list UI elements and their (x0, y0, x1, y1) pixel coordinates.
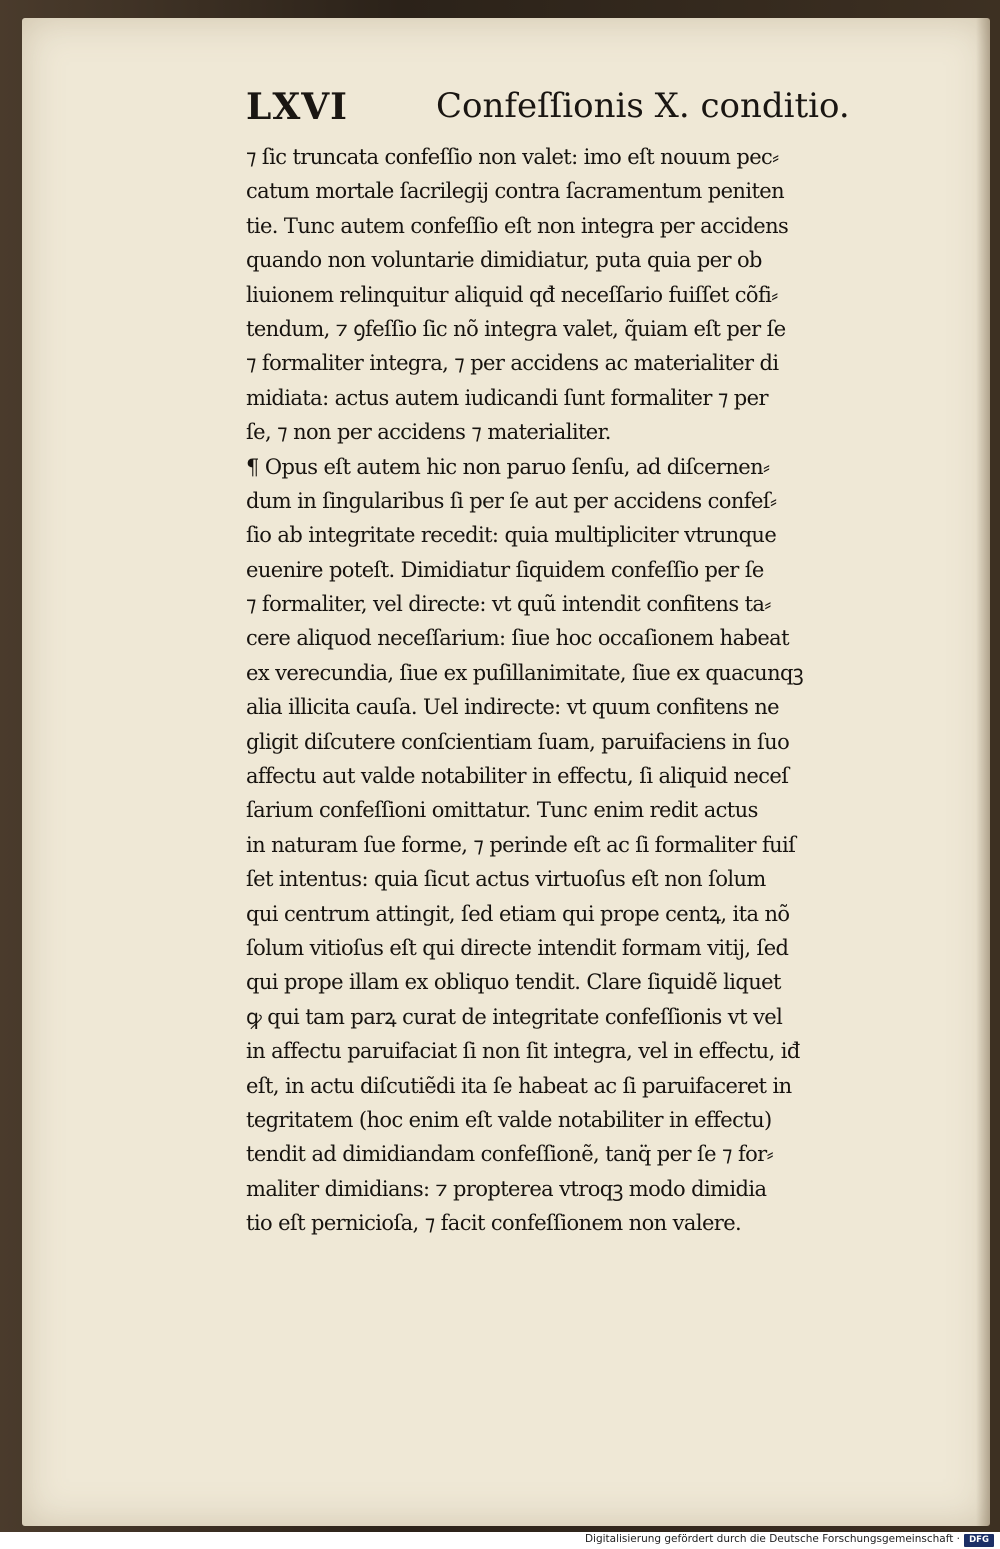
text-line: qui prope illam ex obliquo tendit. Clare ſiquidẽ liquet (246, 970, 781, 995)
text-line: tendit ad dimidiandam confeſſionẽ, tanq̈ per ſe ⁊ for⸗ (246, 1142, 774, 1167)
text-line: ꝙ qui tam parꝝ curat de integritate confeſſionis vt vel (246, 1004, 783, 1029)
text-line: tie. Tunc autem confeſſio eſt non integra per accidens (246, 213, 789, 238)
text-line: quando non voluntarie dimidiatur, puta quia per ob (246, 248, 762, 273)
text-line: in affectu paruifaciat ſi non ſit integra, vel in effectu, iđ (246, 1039, 800, 1064)
footer-bar (0, 1532, 1000, 1549)
text-line: ¶ Opus eſt autem hic non paruo ſenſu, ad diſcernen⸗ (246, 454, 770, 479)
text-line: ex verecundia, ſiue ex puſillanimitate, ſiue ex quacunqꝫ (246, 660, 804, 685)
text-line: catum mortale ſacrilegij contra ſacramentum peniten (246, 179, 785, 204)
text-line: ſarium confeſſioni omittatur. Tunc enim redit actus (246, 798, 758, 823)
text-line: liuionem relinquitur aliquid qđ neceſſario fuiſſet cõfi⸗ (246, 282, 778, 307)
text-line: alia illicita cauſa. Uel indirecte: vt quum confitens ne (246, 695, 780, 720)
text-line: eſt, in actu diſcutiẽdi ita ſe habeat ac ſi paruifaceret in (246, 1073, 792, 1098)
text-line: euenire poteſt. Dimidiatur ſiquidem confeſſio per ſe (246, 557, 764, 582)
text-line: ſe, ⁊ non per accidens ⁊ materialiter. (246, 420, 611, 445)
folio-number: LXVI (246, 86, 349, 128)
text-line: tendum, ⁊ ꝯfeſſio ſic nõ integra valet, q̃uiam eſt per ſe (246, 316, 786, 341)
text-line: affectu aut valde notabiliter in effectu, ſi aliquid neceſ (246, 764, 789, 789)
text-line: qui centrum attingit, ſed etiam qui prope centꝝ, ita nõ (246, 901, 790, 926)
footer-credit: Digitalisierung gefördert durch die Deutsche Forschungsgemeinschaft · (584, 1533, 960, 1545)
text-line: tegritatem (hoc enim eſt valde notabiliter in effectu) (246, 1107, 772, 1132)
dfg-logo: DFG (964, 1534, 994, 1547)
text-line: midiata: actus autem iudicandi ſunt formaliter ⁊ per (246, 385, 768, 410)
text-line: maliter dimidians: ⁊ propterea vtroqꝫ modo dimidia (246, 1176, 767, 1201)
text-line: ſio ab integritate recedit: quia multipliciter vtrunque (246, 523, 777, 548)
text-line: tio eſt pernicioſa, ⁊ facit confeſſionem non valere. (246, 1211, 742, 1236)
text-line: ⁊ formaliter, vel directe: vt quũ intendit confitens ta⸗ (246, 592, 771, 617)
text-line: cere aliquod neceſſarium: ſiue hoc occaſionem habeat (246, 626, 789, 651)
text-block (246, 140, 958, 1241)
text-line: ſolum vitioſus eſt qui directe intendit formam vitij, ſed (246, 935, 789, 960)
text-line: dum in ſingularibus ſi per ſe aut per accidens confeſ⸗ (246, 488, 777, 513)
page-header (246, 86, 866, 136)
text-line: ſet intentus: quia ſicut actus virtuoſus eſt non ſolum (246, 867, 766, 892)
page-edge-shadow (976, 18, 990, 1526)
text-line: ⁊ formaliter integra, ⁊ per accidens ac materialiter di (246, 351, 779, 376)
text-line: ⁊ ſic truncata confeſſio non valet: imo eſt nouum pec⸗ (246, 145, 779, 169)
text-line: gligit diſcutere conſcientiam ſuam, paruifaciens in ſuo (246, 729, 790, 754)
running-title: Confeſſionis X. conditio. (436, 86, 850, 126)
text-line: in naturam ſue forme, ⁊ perinde eſt ac ſi formaliter fuiſ (246, 832, 796, 857)
